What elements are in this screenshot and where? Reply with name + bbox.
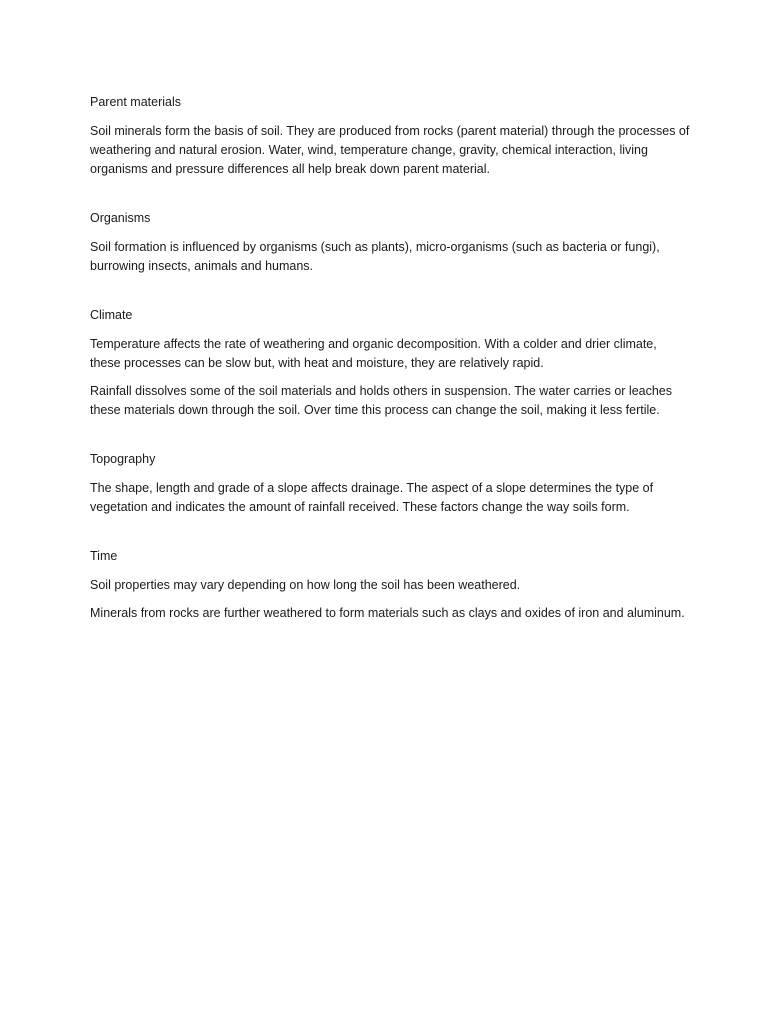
paragraph: Rainfall dissolves some of the soil materials and holds others in suspension. The water carries or leaches these materials down through the soil. Over time this process can change the soil, making it less fertile. bbox=[90, 384, 673, 417]
paragraph: Soil formation is influenced by organisms (such as plants), micro-organisms (such as bacteria or fungi), burrowing insects, animals and humans. bbox=[90, 240, 660, 273]
paragraph: The shape, length and grade of a slope affects drainage. The aspect of a slope determines the type of vegetation and indicates the amount of rainfall received. These factors change the way soils form. bbox=[90, 481, 654, 514]
paragraph: Soil properties may vary depending on how long the soil has been weathered. bbox=[90, 578, 521, 592]
paragraph: Temperature affects the rate of weathering and organic decomposition. With a colder and drier climate, these processes can be slow but, with heat and moisture, they are relatively rapid. bbox=[90, 337, 657, 370]
section-time bbox=[90, 547, 690, 623]
section-heading: Time bbox=[90, 549, 118, 563]
section-heading: Parent materials bbox=[90, 95, 182, 109]
section-heading: Organisms bbox=[90, 211, 151, 225]
section-parent-materials bbox=[90, 93, 690, 179]
section-organisms bbox=[90, 209, 690, 276]
document-page bbox=[90, 93, 690, 632]
section-heading: Topography bbox=[90, 452, 156, 466]
section-heading: Climate bbox=[90, 308, 133, 322]
paragraph: Minerals from rocks are further weathered to form materials such as clays and oxides of iron and aluminum. bbox=[90, 606, 685, 620]
paragraph: Soil minerals form the basis of soil. They are produced from rocks (parent material) through the processes of weathering and natural erosion. Water, wind, temperature change, gravity, chemical interaction, living organisms and pressure differences all help break down parent material. bbox=[90, 124, 690, 176]
section-topography bbox=[90, 450, 690, 517]
section-climate bbox=[90, 306, 690, 420]
